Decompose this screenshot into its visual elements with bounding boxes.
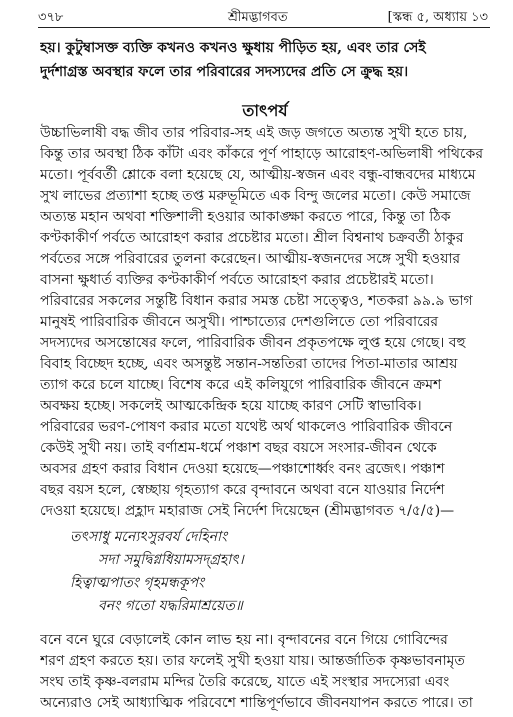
- purport-line: বাসনা ক্ষুধার্ত ব্যক্তির কণ্টকাকীর্ণ পর্বতে আরোহণ করার প্রচেষ্টারই মতো।: [40, 272, 434, 288]
- closing-line: সংঘ তাই কৃষ্ণ-বলরাম মন্দির তৈরি করেছে, যাতে এই সংস্থার সদস্যেরা এবং: [40, 674, 450, 690]
- verse-line: সদা সমুদ্বিগ্নধিয়ামসদ্গ্রহাৎ।: [98, 552, 244, 568]
- chapter-reference: [স্কন্ধ ৫, অধ্যায় ১৩: [387, 10, 488, 25]
- purport-line: কিন্তু তার অবস্থা ঠিক কাঁটা এবং কাঁকরে পূর্ণ পাহাড়ে আরোহণ-অভিলাষী পথিকের: [40, 146, 484, 162]
- purport-line: অবক্ষয় হচ্ছে। সকলেই আত্মকেন্দ্রিক হয়ে যাচ্ছে কারণ সেটি স্বাভাবিক।: [40, 398, 422, 414]
- page-number: ৩৭৮: [38, 10, 64, 25]
- header-divider: [38, 27, 490, 28]
- purport-line: সুখ লাভের প্রত্যাশা হচ্ছে তপ্ত মরুভূমিতে এক বিন্দু জলের মতো। কেউ সমাজে: [40, 188, 471, 204]
- book-title: শ্রীমদ্ভাগবত: [228, 10, 288, 25]
- purport-line: অবসর গ্রহণ করার বিধান দেওয়া হয়েছে—পঞ্চাশোর্ধ্বং বনং ব্রজেৎ। পঞ্চাশ: [40, 461, 445, 477]
- closing-line: শরণ গ্রহণ করতে হয়। তার ফলেই সুখী হওয়া যায়। আন্তর্জাতিক কৃষ্ণভাবনামৃত: [40, 653, 465, 669]
- purport-line: উচ্চাভিলাষী বদ্ধ জীব তার পরিবার-সহ এই জড় জগতে অত্যন্ত সুখী হতে চায়,: [40, 125, 468, 141]
- verse-line: তৎসাধু মন্যেঽসুরবর্য দেহিনাং: [70, 529, 228, 545]
- purport-line: বছর বয়স হলে, স্বেচ্ছায় গৃহত্যাগ করে বৃন্দাবনে অথবা বনে যাওয়ার নির্দেশ: [40, 482, 445, 498]
- purport-line: পরিবারের ভরণ-পোষণ করার মতো যথেষ্ট অর্থ থাকলেও পারিবারিক জীবনে: [40, 419, 453, 435]
- verse-line: হিত্বাত্মপাতং গৃহমন্ধকূপং: [70, 575, 205, 591]
- purport-line: পরিবারের সকলের সন্তুষ্টি বিধান করার সমস্ত চেষ্টা সত্ত্বেও, শতকরা ৯৯.৯ ভাগ: [40, 293, 473, 309]
- verse-line: বনং গতো যদ্ধরিমাশ্রয়েত॥: [98, 598, 243, 614]
- purport-line: মানুষই পারিবারিক জীবনে অসুখী। পাশ্চাত্যের দেশগুলিতে তো পরিবারের: [40, 314, 439, 330]
- purport-line: ত্যাগ করে চলে যাচ্ছে। বিশেষ করে এই কলিযুগে পারিবারিক জীবনে ক্রমশ: [40, 377, 442, 393]
- closing-line: বনে বনে ঘুরে বেড়ালেই কোন লাভ হয় না। বৃন্দাবনের বনে গিয়ে গোবিন্দের: [40, 632, 448, 648]
- purport-line: দেওয়া হয়েছে। প্রহ্লাদ মহারাজ সেই নির্দেশ দিয়েছেন (শ্রীমদ্ভাগবত ৭/৫/৫)—: [40, 503, 455, 519]
- purport-line: বিবাহ বিচ্ছেদ হচ্ছে, এবং অসন্তুষ্ট সন্তান-সন্ততিরা তাদের পিতা-মাতার আশ্রয়: [40, 356, 458, 372]
- purport-line: মতো। পূর্ববর্তী শ্লোকে বলা হয়েছে যে, আত্মীয়-স্বজন এবং বন্ধু-বান্ধবদের মাধ্যমে: [40, 167, 476, 183]
- purport-line: সদস্যদের অসন্তোষের ফলে, পারিবারিক জীবন প্রকৃতপক্ষে লুপ্ত হয়ে গেছে। বহু: [40, 335, 466, 351]
- purport-line: কণ্টকাকীর্ণ পর্বতে আরোহণ করার প্রচেষ্টার মতো। শ্রীল বিশ্বনাথ চক্রবর্তী ঠাকুর: [40, 230, 464, 246]
- purport-heading: তাৎপর্য: [242, 101, 288, 120]
- translation-line: হয়। কুটুম্বাসক্ত ব্যক্তি কখনও কখনও ক্ষুধায় পীড়িত হয়, এবং তার সেই: [40, 40, 426, 56]
- closing-line: অন্যেরাও সেই আধ্যাত্মিক পরিবেশে শান্তিপূর্ণভাবে জীবনযাপন করতে পারে। তা: [40, 695, 473, 711]
- translation-line: দুর্দশাগ্রস্ত অবস্থার ফলে তার পরিবারের সদস্যদের প্রতি সে ক্রুদ্ধ হয়।: [40, 64, 409, 80]
- page-header: [38, 6, 488, 26]
- purport-line: পর্বতের সঙ্গে পরিবারের তুলনা করেছেন। আত্মীয়-স্বজনদের সঙ্গে সুখী হওয়ার: [40, 251, 461, 267]
- purport-line: কেউই সুখী নয়। তাই বর্ণাশ্রম-ধর্মে পঞ্চাশ বছর বয়সে সংসার-জীবন থেকে: [40, 440, 437, 456]
- purport-line: অত্যন্ত মহান অথবা শক্তিশালী হওয়ার আকাঙ্ক্ষা করতে পারে, কিন্তু তা ঠিক: [40, 209, 451, 225]
